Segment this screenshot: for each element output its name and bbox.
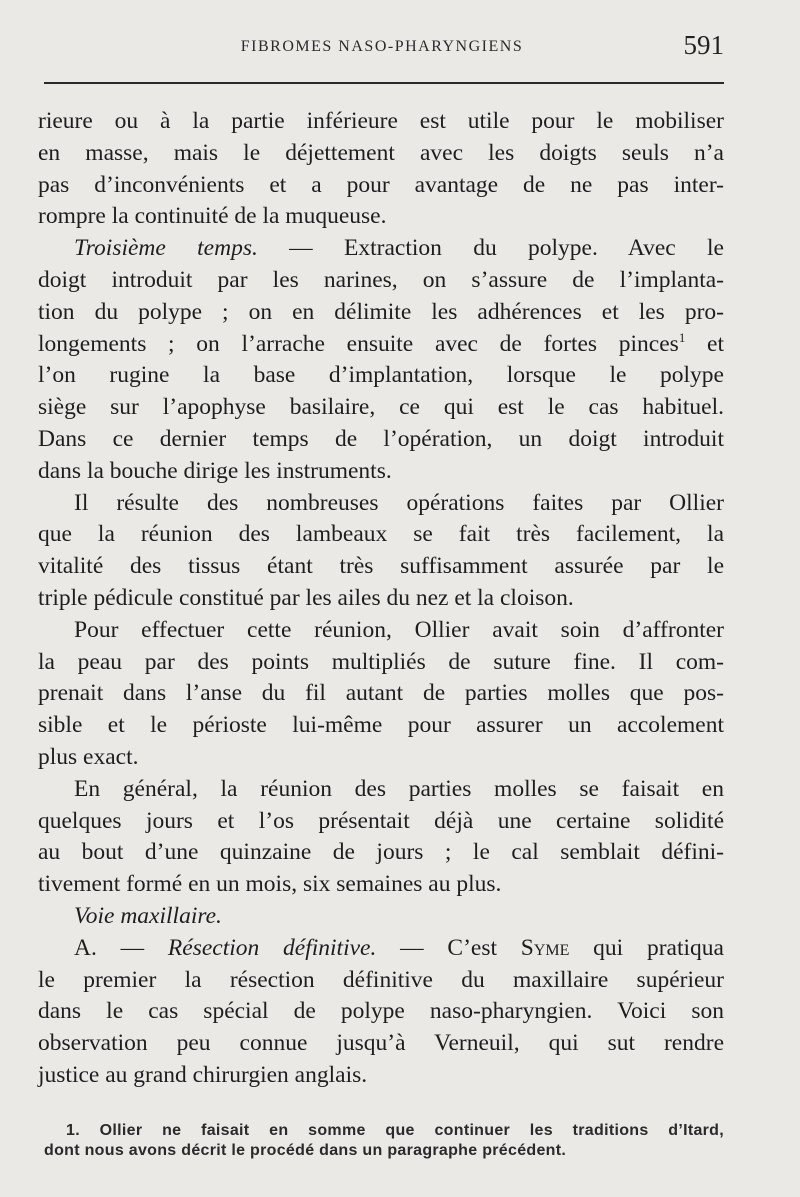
text-line: sible et le périoste lui-même pour assurer un accolement [38, 712, 724, 739]
text-line: justice au grand chirurgien anglais. [38, 1061, 368, 1088]
running-head [40, 28, 724, 64]
page-number: 591 [683, 30, 724, 60]
text-run: et [685, 330, 724, 357]
text-line: l’on rugine la base d’implantation, lorsque le polype [38, 362, 724, 389]
text-line: pas d’inconvénients et a pour avantage de ne pas inter- [38, 171, 724, 198]
text-line: Dans ce dernier temps de l’opération, un doigt introduit [38, 425, 724, 452]
text-line: En général, la réunion des parties molles se faisait en [74, 775, 724, 802]
text-run: longements ; on l’arrache ensuite avec de fortes pinces [38, 330, 679, 357]
text-line: Pour effectuer cette réunion, Ollier avait soin d’affronter [74, 616, 724, 643]
footnote-line: 1. Ollier ne faisait en somme que continuer les traditions d’Itard, [66, 1122, 724, 1139]
text-line: triple pédicule constitué par les ailes du nez et la cloison. [38, 584, 574, 611]
text-line: rieure ou à la partie inférieure est utile pour le mobiliser [38, 108, 724, 134]
section-heading-definitive-resection: Résection définitive. [167, 934, 377, 961]
footnote-line: dont nous avons décrit le procédé dans un paragraphe précédent. [44, 1142, 567, 1159]
text-line: rompre la continuité de la muqueuse. [38, 203, 387, 230]
text-line: le premier la résection définitive du maxillaire supérieur [38, 966, 724, 993]
text-line: la peau par des points multipliés de suture fine. Il com- [38, 648, 724, 675]
body-text [38, 106, 724, 1092]
text-line: en masse, mais le déjettement avec les doigts seuls n’a [38, 139, 724, 166]
text-line: que la réunion des lambeaux se fait très facilement, la [38, 521, 724, 548]
text-line: dans la bouche dirige les instruments. [38, 457, 392, 484]
text-line: observation peu connue jusqu’à Verneuil, qui sut rendre [38, 1030, 724, 1057]
text-run: qui pratiqua [569, 934, 724, 961]
text-line: siège sur l’apophyse basilaire, ce qui est le cas habituel. [38, 394, 724, 421]
text-run: A. — [74, 934, 168, 961]
text-line: quelques jours et l’os présentait déjà une certaine solidité [38, 807, 724, 834]
section-heading-maxillary-route: Voie maxillaire. [74, 902, 222, 929]
text-line: vitalité des tissus étant très suffisamment assurée par le [38, 553, 724, 580]
section-heading-third-step: Troisième temps. [74, 235, 258, 262]
text-line: doigt introduit par les narines, on s’assure de l’implanta- [38, 266, 724, 293]
text-line [38, 933, 724, 965]
text-line: prenait dans l’anse du fil autant de parties molles que pos- [38, 680, 724, 707]
text-run: — Extraction du polype. Avec le [257, 235, 724, 262]
text-line: dans le cas spécial de polype naso-pharyngien. Voici son [38, 998, 724, 1025]
text-line: tivement formé en un mois, six semaines au plus. [38, 871, 502, 898]
text-line: tion du polype ; on en délimite les adhérences et les pro- [38, 298, 724, 325]
text-line: Il résulte des nombreuses opérations faites par Ollier [74, 489, 724, 516]
footnotes [44, 1121, 724, 1161]
running-title: FIBROMES NASO-PHARYNGIENS [240, 38, 524, 55]
text-run: — C’est [376, 934, 521, 961]
footnote-marker: 1 [678, 329, 686, 345]
text-line [38, 329, 724, 361]
text-line [38, 233, 724, 265]
text-line: plus exact. [38, 743, 139, 770]
author-name-syme: Syme [520, 934, 570, 961]
header-rule [44, 82, 724, 84]
text-line: au bout d’une quinzaine de jours ; le cal semblait défini- [38, 839, 724, 866]
